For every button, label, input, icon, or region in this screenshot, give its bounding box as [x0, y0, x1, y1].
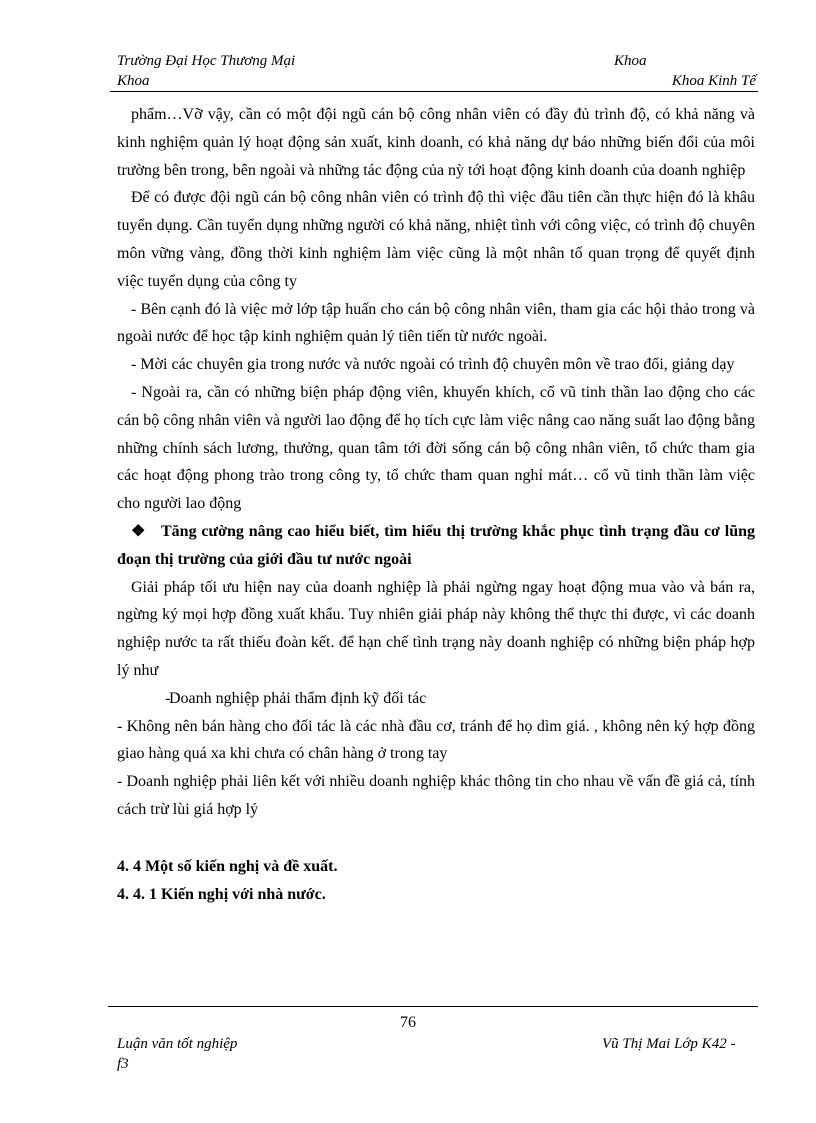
subsection-heading: 4. 4. 1 Kiến nghị với nhà nước.	[117, 885, 326, 903]
paragraph: phẩm…Vỡ vậy, cần có một đội ngũ cán bộ công nhân viên có đầy đủ trình độ, có khả năng và kinh nghiệm quản lý hoạt động sản xuất, kinh doanh, có khả năng dự báo những biến đổi của môi trường bên trong, bên ngoài và những tác động của nỳ tới hoạt động kinh doanh của doanh nghiệp	[117, 106, 755, 179]
paragraph: - Doanh nghiệp phải liên kết với nhiều doanh nghiệp khác thông tin cho nhau về vấn đề giá cả, tính cách trừ lùi giá hợp lý	[117, 773, 755, 818]
paragraph: - Bên cạnh đó là việc mở lớp tập huấn cho cán bộ công nhân viên, tham gia các hội thảo trong và ngoài nước để học tập kinh nghiệm quản lý tiên tiến từ nước ngoài.	[117, 300, 755, 346]
footer-author: Vũ Thị Mai Lớp K42 -	[602, 1036, 736, 1052]
footer-class-suffix: f3	[117, 1056, 129, 1072]
spacer	[117, 824, 755, 853]
page-number: 76	[400, 1014, 416, 1031]
paragraph: Để có được đội ngũ cán bộ công nhân viên có trình độ thì việc đầu tiên cần thực hiện đó là khâu tuyển dụng. Cần tuyển dụng những người có khả năng, nhiệt tình với công việc, có trình độ chuyên môn vững vàng, đồng thời kinh nghiệm làm việc cũng là một nhân tố quan trọng để quyết định việc tuyển dụng của công ty	[117, 189, 755, 290]
paragraph: - Mời các chuyên gia trong nước và nước ngoài có trình độ chuyên môn về trao đổi, giảng dạy	[131, 356, 735, 374]
paragraph: - Không nên bán hàng cho đối tác là các nhà đầu cơ, tránh để họ dìm giá. , không nên ký hợp đồng giao hàng quá xa khi chưa có chân hàng ở trong tay	[117, 717, 755, 763]
section-heading: 4. 4 Một số kiến nghị và đề xuất.	[117, 857, 338, 875]
paragraph: - Ngoài ra, cần có những biện pháp động viên, khuyến khích, cổ vũ tinh thần lao động cho các cán bộ công nhân viên và người lao động để họ tích cực làm việc nâng cao năng suất lao động bằng những chính sách lương, thưởng, quan tâm tới đời sống cán bộ công nhân viên, tổ chức tham gia các hoạt động phong trào trong công ty, tổ chức tham quan nghỉ mát… cổ vũ tinh thần làm việc cho người lao động	[117, 383, 755, 513]
header-left-bottom: Khoa	[117, 73, 150, 89]
footer-rule	[108, 1006, 758, 1007]
bullet-heading	[117, 518, 755, 574]
header-right-top: Khoa	[614, 53, 647, 69]
header-faculty: Khoa Kinh Tế	[671, 73, 756, 89]
paragraph: Giải pháp tối ưu hiện nay của doanh nghiệp là phải ngừng ngay hoạt động mua vào và bán ra, ngừng ký mọi hợp đồng xuất khẩu. Tuy nhiên giải pháp này không thể thực thi được, vì các doanh nghiệp nước ta rất thiếu đoàn kết. để hạn chế tình trạng này doanh nghiệp có những biện pháp hợp lý như	[117, 578, 755, 679]
header-rule	[110, 91, 758, 92]
document-body	[117, 101, 755, 908]
footer-thesis-label: Luận văn tốt nghiệp	[117, 1036, 238, 1052]
diamond-bullet-icon: ❖	[131, 522, 146, 540]
dash-item-text: Doanh nghiệp phải thẩm định kỹ đối tác	[169, 689, 427, 707]
dash-list-item	[117, 685, 755, 713]
bullet-heading-text: Tăng cường nâng cao hiểu biết, tìm hiểu thị trường khắc phục tình trạng đầu cơ lũng đoạn thị trường của giới đầu tư nước ngoài	[117, 522, 755, 568]
dash-marker: -	[165, 689, 171, 707]
header-university: Trường Đại Học Thương Mại	[117, 53, 296, 69]
